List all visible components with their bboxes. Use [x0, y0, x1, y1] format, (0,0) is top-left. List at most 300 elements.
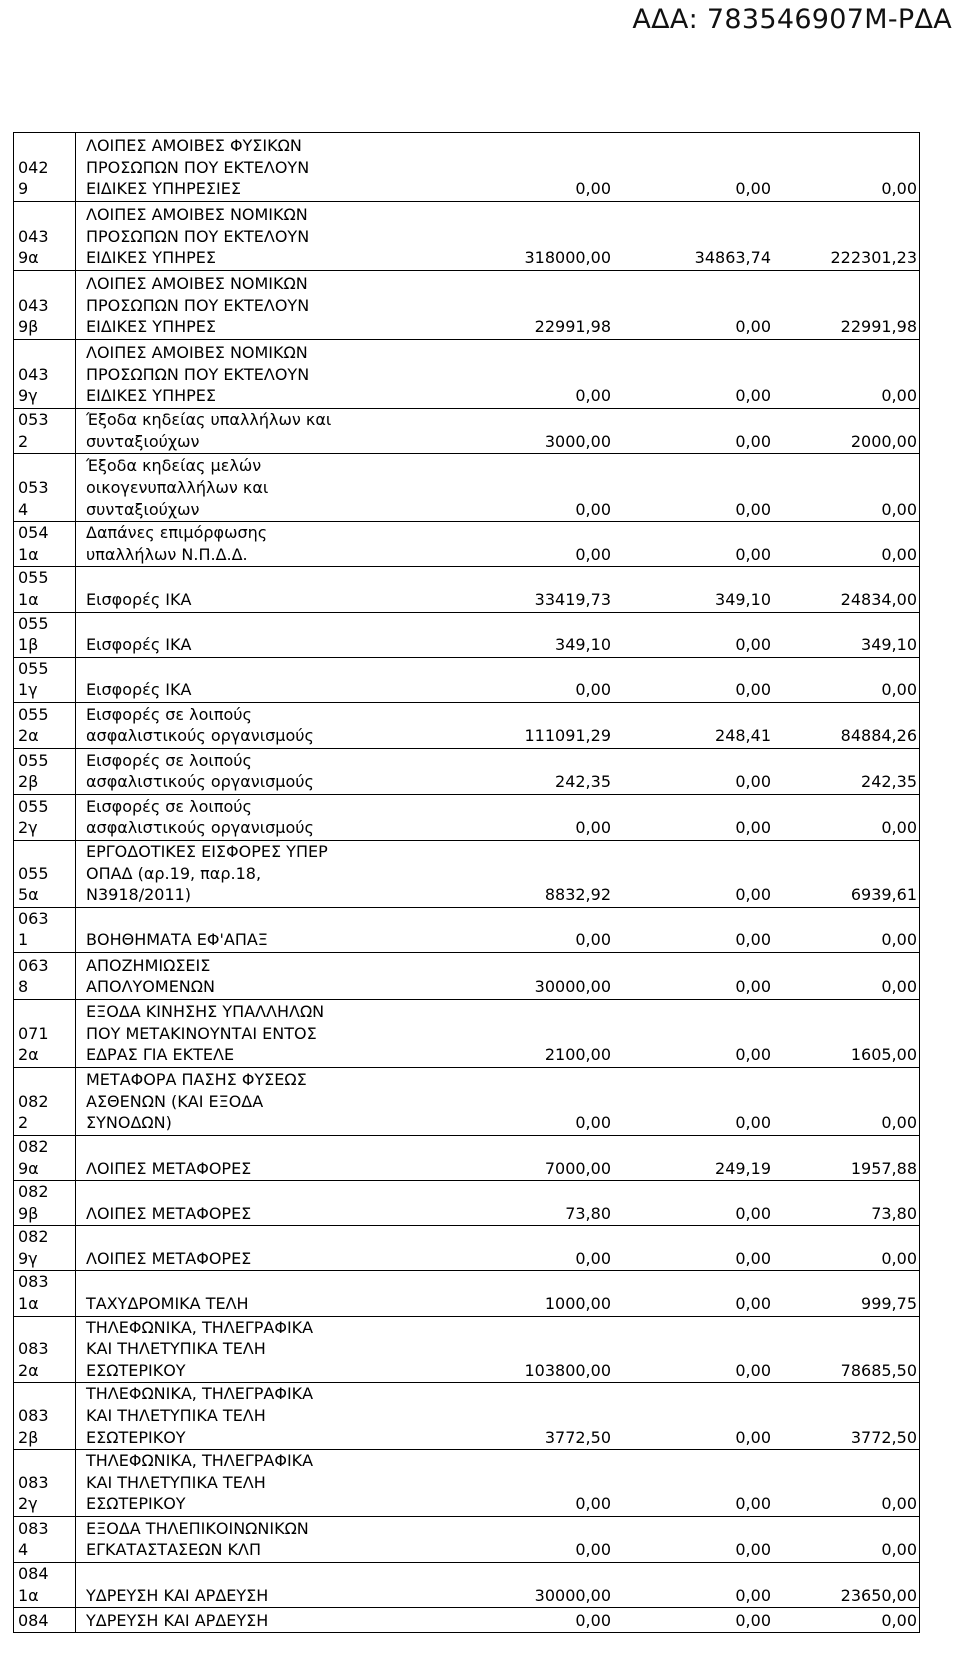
description-line: ΠΡΟΣΩΠΩΝ ΠΟΥ ΕΚΤΕΛΟΥΝ: [86, 364, 310, 384]
description-cell: [76, 271, 920, 340]
description-line: ΠΡΟΣΩΠΩΝ ΠΟΥ ΕΚΤΕΛΟΥΝ: [86, 157, 310, 177]
account-code-line: 8: [18, 977, 29, 997]
account-code-cell: [14, 409, 76, 454]
budgeted-amount: 0,00: [575, 818, 611, 838]
description-line: ΒΟΗΘΗΜΑΤΑ ΕΦ'ΑΠΑΞ: [86, 930, 268, 950]
description-text: [80, 1610, 471, 1632]
paid-amount: 73,80: [871, 1203, 917, 1223]
description-line: Εισφορές σε λοιπούς: [86, 796, 252, 816]
description-cell: [76, 907, 920, 952]
account-code-line: 5α: [18, 885, 39, 905]
account-code-cell: [14, 1226, 76, 1271]
table-row: [14, 612, 920, 657]
description-text: [80, 455, 471, 520]
budgeted-amount: 318000,00: [524, 248, 611, 268]
account-code-line: 043: [18, 295, 49, 315]
account-code-line: 053: [18, 478, 49, 497]
description-line: ΕΙΔΙΚΕΣ ΥΠΗΡΕΣ: [86, 386, 216, 406]
account-code-line: 4: [18, 499, 29, 519]
account-code-line: 9α: [18, 1158, 39, 1178]
description-line: ΣΥΝΟΔΩΝ): [86, 1113, 172, 1133]
description-line: ΛΟΙΠΕΣ ΑΜΟΙΒΕΣ ΝΟΜΙΚΩΝ: [86, 343, 308, 363]
description-line: ΑΠΟΖΗΜΙΩΣΕΙΣ: [86, 955, 211, 975]
description-row: [80, 135, 916, 200]
table-row: [14, 1608, 920, 1633]
table-row: [14, 1226, 920, 1271]
description-line: ΕΣΩΤΕΡΙΚΟΥ: [86, 1360, 186, 1380]
budgeted-amount: 0,00: [575, 930, 611, 950]
paid-amount: 78685,50: [840, 1360, 917, 1380]
account-code-cell: [14, 748, 76, 794]
account-code-cell: [14, 840, 76, 907]
committed-amount: 0,00: [735, 680, 771, 700]
account-code-line: 084: [18, 1564, 49, 1583]
table-row: [14, 1271, 920, 1316]
committed-amount: 0,00: [735, 1610, 771, 1630]
paid-amount: 0,00: [881, 1494, 917, 1514]
description-row: [80, 1293, 916, 1315]
account-code-line: 042: [18, 157, 49, 177]
description-line: Εισφορές ΙΚΑ: [86, 589, 192, 609]
account-code-cell: [14, 1450, 76, 1517]
description-cell: [76, 657, 920, 702]
description-row: [80, 1518, 916, 1561]
paid-amount: 999,75: [861, 1294, 917, 1314]
paid-amount: 0,00: [881, 1540, 917, 1560]
account-code-cell: [14, 612, 76, 657]
committed-amount: 0,00: [735, 977, 771, 997]
account-code-line: 9γ: [18, 386, 38, 406]
table-row: [14, 202, 920, 271]
committed-amount: 0,00: [735, 1248, 771, 1268]
description-text: [80, 135, 471, 200]
description-cell: [76, 1517, 920, 1563]
description-text: [80, 204, 471, 269]
description-line: ΕΣΩΤΕΡΙΚΟΥ: [86, 1427, 186, 1447]
description-row: [80, 589, 916, 611]
account-code-cell: [14, 1067, 76, 1135]
description-line: ΕΡΓΟΔΟΤΙΚΕΣ ΕΙΣΦΟΡΕΣ ΥΠΕΡ: [86, 841, 328, 861]
description-cell: [76, 1271, 920, 1316]
description-text: [80, 796, 471, 839]
committed-amount: 0,00: [735, 818, 771, 838]
description-line: ΕΓΚΑΤΑΣΤΑΣΕΩΝ ΚΛΠ: [86, 1540, 261, 1560]
description-line: Δαπάνες επιμόρφωσης: [86, 523, 268, 543]
description-line: ΕΔΡΑΣ ΓΙΑ ΕΚΤΕΛΕ: [86, 1045, 235, 1065]
description-cell: [76, 1563, 920, 1608]
table-row: [14, 794, 920, 840]
description-cell: [76, 794, 920, 840]
account-code-line: 2α: [18, 1360, 39, 1380]
description-line: ΚΑΙ ΤΗΛΕΤΥΠΙΚΑ ΤΕΛΗ: [86, 1339, 266, 1359]
paid-amount: 0,00: [881, 499, 917, 519]
table-row: [14, 409, 920, 454]
budgeted-amount: 0,00: [575, 1113, 611, 1133]
description-line: ΥΔΡΕΥΣΗ ΚΑΙ ΑΡΔΕΥΣΗ: [86, 1610, 269, 1630]
account-code-cell: [14, 1517, 76, 1563]
account-code-line: 053: [18, 410, 49, 429]
table-row: [14, 748, 920, 794]
account-code-line: 2β: [18, 1427, 39, 1447]
account-code-line: 055: [18, 796, 49, 816]
account-code-line: 083: [18, 1272, 49, 1292]
account-code-line: 082: [18, 1136, 49, 1156]
committed-amount: 0,00: [735, 1585, 771, 1605]
budgeted-amount: 33419,73: [534, 589, 611, 609]
committed-amount: 0,00: [735, 386, 771, 406]
description-text: [80, 841, 471, 906]
committed-amount: 349,10: [715, 589, 771, 609]
account-code-cell: [14, 999, 76, 1067]
paid-amount: 0,00: [881, 977, 917, 997]
table-row: [14, 657, 920, 702]
account-code-cell: [14, 567, 76, 612]
committed-amount: 0,00: [735, 635, 771, 655]
description-cell: [76, 1450, 920, 1517]
committed-amount: 0,00: [735, 1494, 771, 1514]
account-code-cell: [14, 340, 76, 409]
account-code-line: 055: [18, 658, 49, 678]
budget-table-body: [14, 133, 920, 1633]
description-text: [80, 1383, 471, 1448]
description-line: ΟΠΑΔ (αρ.19, παρ.18,: [86, 863, 262, 883]
table-row: [14, 999, 920, 1067]
description-text: [80, 750, 471, 793]
account-code-cell: [14, 1135, 76, 1180]
description-line: ασφαλιστικούς οργανισμούς: [86, 726, 314, 746]
account-code-cell: [14, 1563, 76, 1608]
description-text: [80, 1585, 471, 1607]
description-text: [80, 1203, 471, 1225]
paid-amount: 0,00: [881, 930, 917, 950]
account-code-line: 2γ: [18, 1494, 38, 1514]
committed-amount: 0,00: [735, 1294, 771, 1314]
description-text: [80, 1001, 471, 1066]
paid-amount: 2000,00: [850, 431, 917, 451]
description-row: [80, 522, 916, 565]
description-row: [80, 1158, 916, 1180]
description-line: ΜΕΤΑΦΟΡΑ ΠΑΣΗΣ ΦΥΣΕΩΣ: [86, 1070, 307, 1090]
description-line: υπαλλήλων Ν.Π.Δ.Δ.: [86, 544, 248, 564]
account-code-line: 055: [18, 863, 49, 883]
description-line: ΛΟΙΠΕΣ ΜΕΤΑΦΟΡΕΣ: [86, 1158, 252, 1178]
table-row: [14, 952, 920, 999]
description-cell: [76, 522, 920, 567]
description-cell: [76, 1226, 920, 1271]
description-line: ΤΗΛΕΦΩΝΙΚΑ, ΤΗΛΕΓΡΑΦΙΚΑ: [86, 1384, 314, 1404]
description-line: Εισφορές σε λοιπούς: [86, 750, 252, 770]
account-code-cell: [14, 657, 76, 702]
description-row: [80, 342, 916, 407]
description-text: [80, 409, 471, 452]
account-code-cell: [14, 1608, 76, 1633]
description-cell: [76, 1135, 920, 1180]
description-line: ΛΟΙΠΕΣ ΑΜΟΙΒΕΣ ΝΟΜΙΚΩΝ: [86, 274, 308, 294]
description-line: ΛΟΙΠΕΣ ΑΜΟΙΒΕΣ ΝΟΜΙΚΩΝ: [86, 205, 308, 225]
description-row: [80, 796, 916, 839]
description-text: [80, 1158, 471, 1180]
table-row: [14, 1316, 920, 1383]
account-code-line: 055: [18, 750, 49, 770]
account-code-line: 1α: [18, 1294, 39, 1314]
committed-amount: 34863,74: [694, 248, 771, 268]
description-line: ΕΞΟΔΑ ΤΗΛΕΠΙΚΟΙΝΩΝΙΚΩΝ: [86, 1518, 309, 1538]
account-code-cell: [14, 133, 76, 202]
budgeted-amount: 3772,50: [544, 1427, 611, 1447]
description-line: ΑΣΘΕΝΩΝ (ΚΑΙ ΕΞΟΔΑ: [86, 1091, 264, 1111]
budgeted-amount: 111091,29: [524, 726, 611, 746]
paid-amount: 22991,98: [840, 317, 917, 337]
account-code-cell: [14, 1271, 76, 1316]
account-code-line: 9α: [18, 248, 39, 268]
description-row: [80, 634, 916, 656]
committed-amount: 0,00: [735, 317, 771, 337]
account-code-cell: [14, 1316, 76, 1383]
description-text: [80, 273, 471, 338]
description-row: [80, 704, 916, 747]
description-line: ΛΟΙΠΕΣ ΑΜΟΙΒΕΣ ΦΥΣΙΚΩΝ: [86, 136, 302, 156]
description-line: ΠΡΟΣΩΠΩΝ ΠΟΥ ΕΚΤΕΛΟΥΝ: [86, 295, 310, 315]
description-row: [80, 750, 916, 793]
description-row: [80, 1248, 916, 1270]
committed-amount: 248,41: [715, 726, 771, 746]
account-code-line: 2γ: [18, 818, 38, 838]
description-cell: [76, 1067, 920, 1135]
paid-amount: 23650,00: [840, 1585, 917, 1605]
account-code-line: 084: [18, 1610, 49, 1630]
description-cell: [76, 999, 920, 1067]
account-code-cell: [14, 702, 76, 748]
description-line: Ν3918/2011): [86, 885, 192, 905]
description-line: ΚΑΙ ΤΗΛΕΤΥΠΙΚΑ ΤΕΛΗ: [86, 1406, 266, 1426]
table-row: [14, 1563, 920, 1608]
description-cell: [76, 1608, 920, 1633]
paid-amount: 242,35: [861, 772, 917, 792]
paid-amount: 349,10: [861, 635, 917, 655]
description-row: [80, 1610, 916, 1632]
table-row: [14, 840, 920, 907]
account-code-line: 1: [18, 930, 29, 950]
paid-amount: 222301,23: [830, 248, 917, 268]
description-line: Εισφορές σε λοιπούς: [86, 704, 252, 724]
budgeted-amount: 2100,00: [544, 1045, 611, 1065]
description-row: [80, 929, 916, 951]
account-code-line: 2β: [18, 772, 39, 792]
description-line: Εισφορές ΙΚΑ: [86, 635, 192, 655]
account-code-line: 4: [18, 1540, 29, 1560]
paid-amount: 0,00: [881, 680, 917, 700]
paid-amount: 1957,88: [850, 1158, 917, 1178]
description-line: Έξοδα κηδείας μελών: [86, 456, 262, 476]
description-line: ΕΙΔΙΚΕΣ ΥΠΗΡΕΣΙΕΣ: [86, 179, 241, 199]
description-row: [80, 409, 916, 452]
budgeted-amount: 3000,00: [544, 431, 611, 451]
table-row: [14, 1383, 920, 1450]
paid-amount: 0,00: [881, 1610, 917, 1630]
account-code-line: 2α: [18, 1045, 39, 1065]
committed-amount: 0,00: [735, 1113, 771, 1133]
table-row: [14, 567, 920, 612]
description-line: ΛΟΙΠΕΣ ΜΕΤΑΦΟΡΕΣ: [86, 1248, 252, 1268]
table-row: [14, 907, 920, 952]
description-text: [80, 522, 471, 565]
description-text: [80, 634, 471, 656]
description-line: ΤΗΛΕΦΩΝΙΚΑ, ΤΗΛΕΓΡΑΦΙΚΑ: [86, 1317, 314, 1337]
table-row: [14, 1135, 920, 1180]
description-text: [80, 1317, 471, 1382]
table-row: [14, 454, 920, 522]
description-cell: [76, 840, 920, 907]
account-code-line: 1γ: [18, 680, 38, 700]
account-code-cell: [14, 1383, 76, 1450]
budgeted-amount: 30000,00: [534, 1585, 611, 1605]
paid-amount: 24834,00: [840, 589, 917, 609]
description-row: [80, 1001, 916, 1066]
description-line: ΕΣΩΤΕΡΙΚΟΥ: [86, 1494, 186, 1514]
budgeted-amount: 1000,00: [544, 1294, 611, 1314]
budgeted-amount: 242,35: [555, 772, 611, 792]
description-line: ΕΞΟΔΑ ΚΙΝΗΣΗΣ ΥΠΑΛΛΗΛΩΝ: [86, 1002, 325, 1022]
budgeted-amount: 0,00: [575, 179, 611, 199]
account-code-line: 9γ: [18, 1248, 38, 1268]
description-line: ΠΟΥ ΜΕΤΑΚΙΝΟΥΝΤΑΙ ΕΝΤΟΣ: [86, 1023, 317, 1043]
account-code-cell: [14, 952, 76, 999]
description-line: συνταξιούχων: [86, 499, 200, 519]
committed-amount: 0,00: [735, 1045, 771, 1065]
paid-amount: 0,00: [881, 179, 917, 199]
budgeted-amount: 8832,92: [544, 885, 611, 905]
description-line: ΠΡΟΣΩΠΩΝ ΠΟΥ ΕΚΤΕΛΟΥΝ: [86, 226, 310, 246]
description-cell: [76, 454, 920, 522]
description-row: [80, 1069, 916, 1134]
description-cell: [76, 340, 920, 409]
paid-amount: 6939,61: [850, 885, 917, 905]
account-code-line: 1α: [18, 1585, 39, 1605]
account-code-cell: [14, 271, 76, 340]
committed-amount: 0,00: [735, 1540, 771, 1560]
committed-amount: 0,00: [735, 544, 771, 564]
committed-amount: 0,00: [735, 431, 771, 451]
table-row: [14, 1450, 920, 1517]
budget-table: [13, 132, 920, 1633]
description-cell: [76, 202, 920, 271]
description-row: [80, 1383, 916, 1448]
committed-amount: 0,00: [735, 1360, 771, 1380]
description-line: ΤΑΧΥΔΡΟΜΙΚΑ ΤΕΛΗ: [86, 1294, 249, 1314]
committed-amount: 0,00: [735, 930, 771, 950]
description-line: ΛΟΙΠΕΣ ΜΕΤΑΦΟΡΕΣ: [86, 1203, 252, 1223]
description-text: [80, 1293, 471, 1315]
paid-amount: 0,00: [881, 386, 917, 406]
paid-amount: 84884,26: [840, 726, 917, 746]
description-cell: [76, 1383, 920, 1450]
account-code-line: 043: [18, 226, 49, 246]
description-text: [80, 704, 471, 747]
account-code-line: 2α: [18, 726, 39, 746]
budgeted-amount: 0,00: [575, 1540, 611, 1560]
description-text: [80, 1069, 471, 1134]
description-row: [80, 204, 916, 269]
account-code-cell: [14, 522, 76, 567]
budgeted-amount: 0,00: [575, 544, 611, 564]
description-row: [80, 1585, 916, 1607]
committed-amount: 0,00: [735, 885, 771, 905]
account-code-line: 083: [18, 1339, 49, 1359]
description-row: [80, 1317, 916, 1382]
account-code-cell: [14, 1181, 76, 1226]
description-text: [80, 929, 471, 951]
description-row: [80, 679, 916, 701]
account-code-cell: [14, 794, 76, 840]
account-code-line: 071: [18, 1023, 49, 1043]
description-line: ΤΗΛΕΦΩΝΙΚΑ, ΤΗΛΕΓΡΑΦΙΚΑ: [86, 1451, 314, 1471]
budgeted-amount: 0,00: [575, 680, 611, 700]
description-cell: [76, 702, 920, 748]
description-cell: [76, 409, 920, 454]
paid-amount: 0,00: [881, 818, 917, 838]
description-row: [80, 273, 916, 338]
table-row: [14, 702, 920, 748]
budgeted-amount: 0,00: [575, 499, 611, 519]
table-row: [14, 340, 920, 409]
committed-amount: 0,00: [735, 1427, 771, 1447]
budgeted-amount: 103800,00: [524, 1360, 611, 1380]
description-line: Εισφορές ΙΚΑ: [86, 680, 192, 700]
account-code-line: 9: [18, 179, 29, 199]
account-code-line: 054: [18, 523, 49, 543]
account-code-line: 063: [18, 908, 49, 928]
committed-amount: 0,00: [735, 772, 771, 792]
account-code-line: 9β: [18, 317, 39, 337]
description-line: ΥΔΡΕΥΣΗ ΚΑΙ ΑΡΔΕΥΣΗ: [86, 1585, 269, 1605]
account-code-line: 055: [18, 704, 49, 724]
budgeted-amount: 0,00: [575, 386, 611, 406]
description-text: [80, 955, 471, 998]
description-line: οικογενυπαλλήλων και: [86, 478, 269, 497]
budgeted-amount: 0,00: [575, 1494, 611, 1514]
description-cell: [76, 567, 920, 612]
description-cell: [76, 1316, 920, 1383]
table-row: [14, 1517, 920, 1563]
account-code-line: 063: [18, 955, 49, 975]
account-code-line: 083: [18, 1406, 49, 1426]
description-line: ΑΠΟΛΥΟΜΕΝΩΝ: [86, 977, 215, 997]
paid-amount: 0,00: [881, 1248, 917, 1268]
account-code-line: 083: [18, 1472, 49, 1492]
description-cell: [76, 748, 920, 794]
account-code-line: 2: [18, 431, 29, 451]
account-code-line: 1α: [18, 544, 39, 564]
description-cell: [76, 612, 920, 657]
description-row: [80, 1203, 916, 1225]
description-line: ΚΑΙ ΤΗΛΕΤΥΠΙΚΑ ΤΕΛΗ: [86, 1472, 266, 1492]
budgeted-amount: 30000,00: [534, 977, 611, 997]
account-code-line: 082: [18, 1182, 49, 1202]
description-row: [80, 455, 916, 520]
ada-watermark: ΑΔΑ: 783546907Μ-ΡΔΑ: [632, 4, 952, 35]
table-row: [14, 522, 920, 567]
committed-amount: 0,00: [735, 499, 771, 519]
description-text: [80, 342, 471, 407]
account-code-line: 9β: [18, 1203, 39, 1223]
description-text: [80, 589, 471, 611]
table-row: [14, 1067, 920, 1135]
account-code-cell: [14, 907, 76, 952]
budgeted-amount: 349,10: [555, 635, 611, 655]
committed-amount: 249,19: [715, 1158, 771, 1178]
budgeted-amount: 7000,00: [544, 1158, 611, 1178]
description-line: ασφαλιστικούς οργανισμούς: [86, 818, 314, 838]
